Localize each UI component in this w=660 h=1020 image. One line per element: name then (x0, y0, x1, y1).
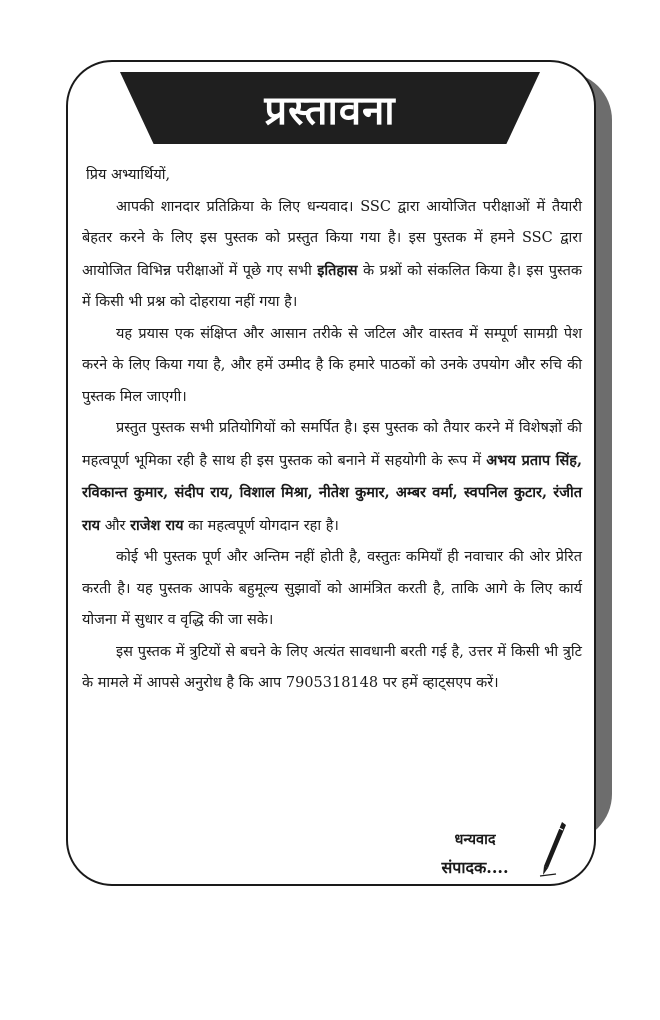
paragraph-3 (82, 413, 582, 542)
paragraph-1-text-b: के प्रश्नों को संकलित किया है। इस पुस्तक में किसी भी प्रश्न को दोहराया नहीं गया है। (82, 262, 582, 310)
preface-body (82, 160, 582, 700)
paragraph-3-text-b: और (100, 517, 131, 534)
paragraph-3-contributor-last: राजेश राय (130, 516, 184, 534)
greeting: प्रिय अभ्यार्थियों, (86, 167, 171, 183)
signoff (420, 826, 530, 882)
paragraph-2: यह प्रयास एक संक्षिप्त और आसान तरीके से जटिल और वास्तव में सम्पूर्ण सामग्री पेश करने के लिए किया गया है, और हमें उम्मीद है कि हमारे पाठकों को उनके उपयोग और रुचि की पुस्तक मिल जाएगी। (82, 325, 582, 405)
paragraph-3-text-a: प्रस्तुत पुस्तक सभी प्रतियोगियों को समर्पित है। इस पुस्तक को तैयार करने में विशेषज्ञों की महत्वपूर्ण भूमिका रही है साथ ही इस पुस्तक को बनाने में सहयोगी के रूप में (82, 420, 582, 469)
paragraph-3-text-c: का महत्वपूर्ण योगदान रहा है। (183, 517, 339, 534)
paragraph-1-bold-subject: इतिहास (317, 261, 358, 279)
paragraph-1-text-a: आपकी शानदार प्रतिक्रिया के लिए धन्यवाद। SSC द्वारा आयोजित परीक्षाओं में तैयारी बेहतर करने के लिए इस पुस्तक को प्रस्तुत किया गया है। इस पुस्तक में हमने SSC द्वारा आयोजित विभिन्न परीक्षाओं में पूछे गए सभी (82, 198, 582, 279)
thanks-text: धन्यवाद (454, 831, 496, 848)
pen-icon (536, 818, 570, 882)
page-title: प्रस्तावना (264, 87, 396, 134)
paragraph-4: कोई भी पुस्तक पूर्ण और अन्तिम नहीं होती है, वस्तुतः कमियाँ ही नवाचार की ओर प्रेरित करती है। यह पुस्तक आपके बहुमूल्य सुझावों को आमंत्रित करती है, ताकि आगे के लिए कार्य योजना में सुधार व वृद्धि की जा सके। (82, 549, 582, 628)
paragraph-1 (82, 192, 582, 319)
paragraph-3-contributors: अभय प्रताप सिंह, रविकान्त कुमार, संदीप राय, विशाल मिश्रा, नीतेश कुमार, अम्बर वर्मा, स्वपनिल कुटार, रंजीत राय (82, 451, 583, 534)
paragraph-5: इस पुस्तक में त्रुटियों से बचने के लिए अत्यंत सावधानी बरती गई है, उत्तर में किसी भी त्रुटि के मामले में आपसे अनुरोध है कि आप 7905318148 पर हमें व्हाट्सएप करें। (82, 643, 582, 691)
editor-text: संपादक.... (441, 858, 509, 877)
